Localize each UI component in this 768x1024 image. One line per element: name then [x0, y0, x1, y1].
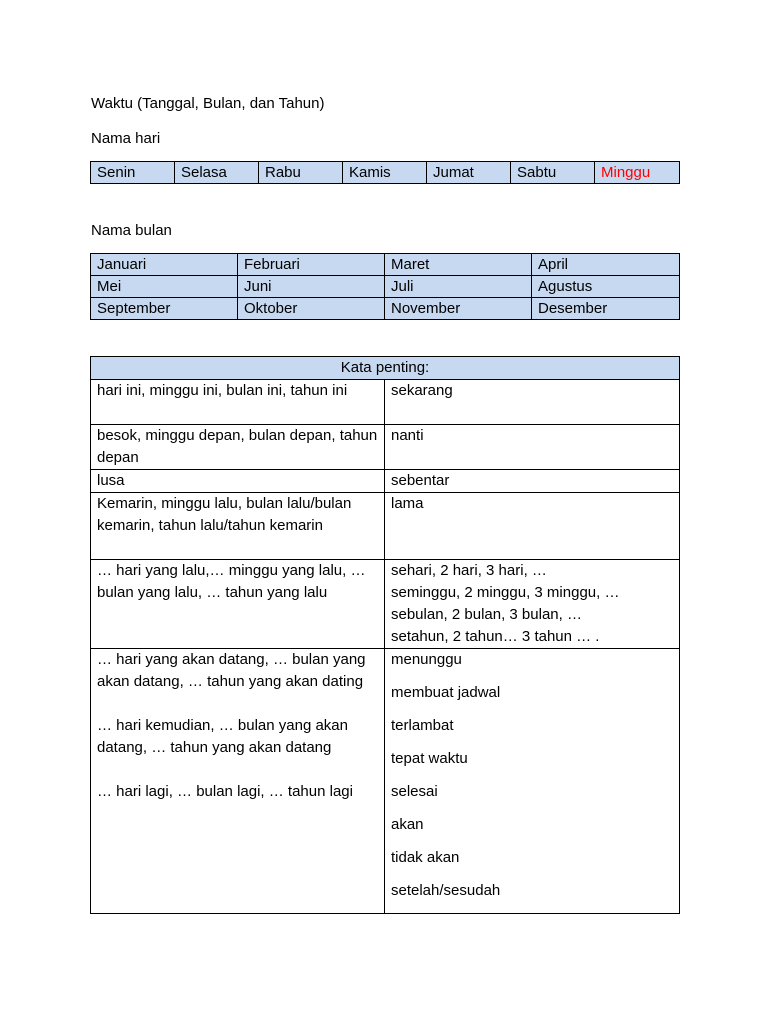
month-cell: Juli — [385, 276, 532, 298]
words-right-cell: lama — [385, 493, 680, 560]
list-item: sehari, 2 hari, 3 hari, … — [391, 562, 547, 579]
table-row — [91, 493, 680, 560]
paragraph: … hari lagi, … bulan lagi, … tahun lagi — [97, 783, 353, 800]
words-right-cell: sebentar — [385, 470, 680, 493]
months-row — [91, 276, 680, 298]
words-left-cell: hari ini, minggu ini, bulan ini, tahun ini — [91, 380, 385, 425]
paragraph: … hari yang akan datang, … bulan yang akan datang, … tahun yang akan dating — [97, 651, 366, 690]
day-cell-selasa: Selasa — [175, 162, 259, 184]
words-left-cell — [91, 649, 385, 914]
words-header: Kata penting: — [91, 357, 680, 380]
list-item: membuat jadwal — [391, 684, 501, 701]
table-row — [91, 649, 680, 914]
list-item: seminggu, 2 minggu, 3 minggu, … — [391, 584, 620, 601]
list-item: akan — [391, 816, 424, 833]
month-cell: September — [91, 298, 238, 320]
day-cell-kamis: Kamis — [343, 162, 427, 184]
words-header-row — [91, 357, 680, 380]
table-row — [91, 560, 680, 649]
month-cell: Juni — [238, 276, 385, 298]
days-heading: Nama hari — [91, 130, 161, 147]
words-left-cell: … hari yang lalu,… minggu yang lalu, … bulan yang lalu, … tahun yang lalu — [91, 560, 385, 649]
month-cell: November — [385, 298, 532, 320]
paragraph: … hari kemudian, … bulan yang akan datang, … tahun yang akan datang — [97, 717, 348, 756]
day-cell-sabtu: Sabtu — [511, 162, 595, 184]
months-heading: Nama bulan — [91, 222, 172, 239]
day-cell-minggu: Minggu — [595, 162, 680, 184]
list-item: tepat waktu — [391, 750, 468, 767]
words-right-cell — [385, 649, 680, 914]
month-cell: Mei — [91, 276, 238, 298]
months-row — [91, 298, 680, 320]
month-cell: Agustus — [532, 276, 680, 298]
list-item: tidak akan — [391, 849, 460, 866]
day-cell-rabu: Rabu — [259, 162, 343, 184]
list-item: selesai — [391, 783, 438, 800]
list-item: setelah/sesudah — [391, 882, 501, 899]
table-row — [91, 425, 680, 470]
words-left-cell: besok, minggu depan, bulan depan, tahun depan — [91, 425, 385, 470]
list-item: setahun, 2 tahun… 3 tahun … . — [391, 628, 600, 645]
months-table — [90, 253, 680, 320]
important-words-table — [90, 356, 680, 914]
month-cell: Februari — [238, 254, 385, 276]
month-cell: Januari — [91, 254, 238, 276]
table-row — [91, 470, 680, 493]
months-row — [91, 254, 680, 276]
words-right-cell — [385, 560, 680, 649]
list-item: terlambat — [391, 717, 454, 734]
day-cell-senin: Senin — [91, 162, 175, 184]
list-item: sebulan, 2 bulan, 3 bulan, … — [391, 606, 582, 623]
month-cell: Oktober — [238, 298, 385, 320]
month-cell: Desember — [532, 298, 680, 320]
words-right-cell: sekarang — [385, 380, 680, 425]
day-cell-jumat: Jumat — [427, 162, 511, 184]
table-row — [91, 380, 680, 425]
list-item: menunggu — [391, 651, 462, 668]
words-right-cell: nanti — [385, 425, 680, 470]
month-cell: April — [532, 254, 680, 276]
days-table — [90, 161, 680, 184]
words-left-cell: Kemarin, minggu lalu, bulan lalu/bulan kemarin, tahun lalu/tahun kemarin — [91, 493, 385, 560]
page-title: Waktu (Tanggal, Bulan, dan Tahun) — [91, 95, 325, 112]
words-left-cell: lusa — [91, 470, 385, 493]
month-cell: Maret — [385, 254, 532, 276]
days-row — [91, 162, 680, 184]
